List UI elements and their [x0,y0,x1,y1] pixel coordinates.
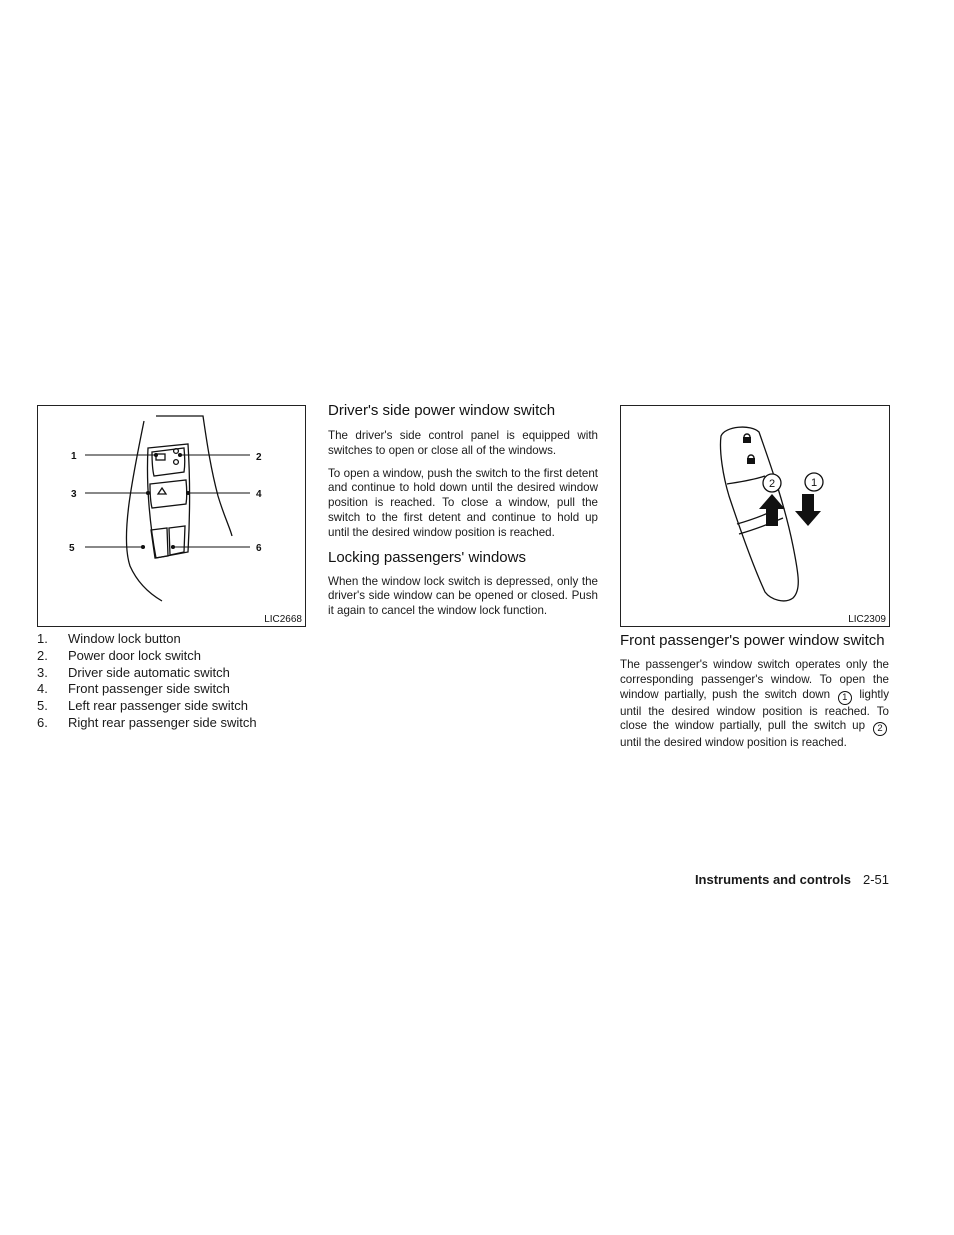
legend-item: 2. Power door lock switch [37,647,201,663]
figure-code: LIC2309 [848,614,886,625]
figure-code: LIC2668 [264,614,302,625]
page-footer [695,872,889,887]
section-name: Instruments and controls [694,872,851,887]
legend-item: 6. Right rear passenger side switch [37,714,257,730]
right-column [620,632,889,751]
legend-item: 5. Left rear passenger side switch [37,698,248,714]
legend-item: 1. Window lock button [37,631,181,646]
driver-switch-panel-illustration [38,406,307,628]
paragraph: The driver's side control panel is equipped with switches to open or close all of the windows. [328,429,598,457]
legend-item: 4. Front passenger side switch [37,681,230,697]
callout-3: 3 [71,489,77,500]
callout-1: 1 [71,451,77,462]
callout-2: 2 [256,452,262,463]
callout-1: 1 [810,477,818,489]
page-number: 2-51 [862,872,889,887]
heading-passenger-switch: Front passenger's power window switch [620,632,885,649]
circled-number-1: 1 [838,691,852,705]
paragraph: When the window lock switch is depressed, only the driver's side window can be opened or closed. Push it again to cancel the window lock function. [328,574,598,618]
circled-number-2: 2 [873,722,887,736]
paragraph: The passenger's window switch operates only the corresponding passenger's window. To open the window partially, push the switch down 1 lightly until the desired window position is reached. To close the window partially, pull the switch up 2 until the desired window position is reached. [620,658,890,750]
callout-6: 6 [256,543,262,554]
paragraph: To open a window, push the switch to the first detent and continue to hold down until the desired window position is reached. To close a window, pull the switch to the first detent and continue to hold up until the desired window position is reached. [328,466,598,539]
passenger-switch-illustration [621,406,891,628]
figure-passenger-switch [620,405,890,627]
callout-4: 4 [256,489,262,500]
heading-driver-switch: Driver's side power window switch [328,402,556,419]
figure-driver-switch-panel [37,405,306,627]
callout-5: 5 [69,543,75,554]
legend-item: 3. Driver side automatic switch [37,664,230,680]
callout-2: 2 [768,478,776,490]
heading-locking-windows: Locking passengers' windows [328,548,526,566]
switch-legend [37,631,257,732]
middle-column [328,402,598,619]
